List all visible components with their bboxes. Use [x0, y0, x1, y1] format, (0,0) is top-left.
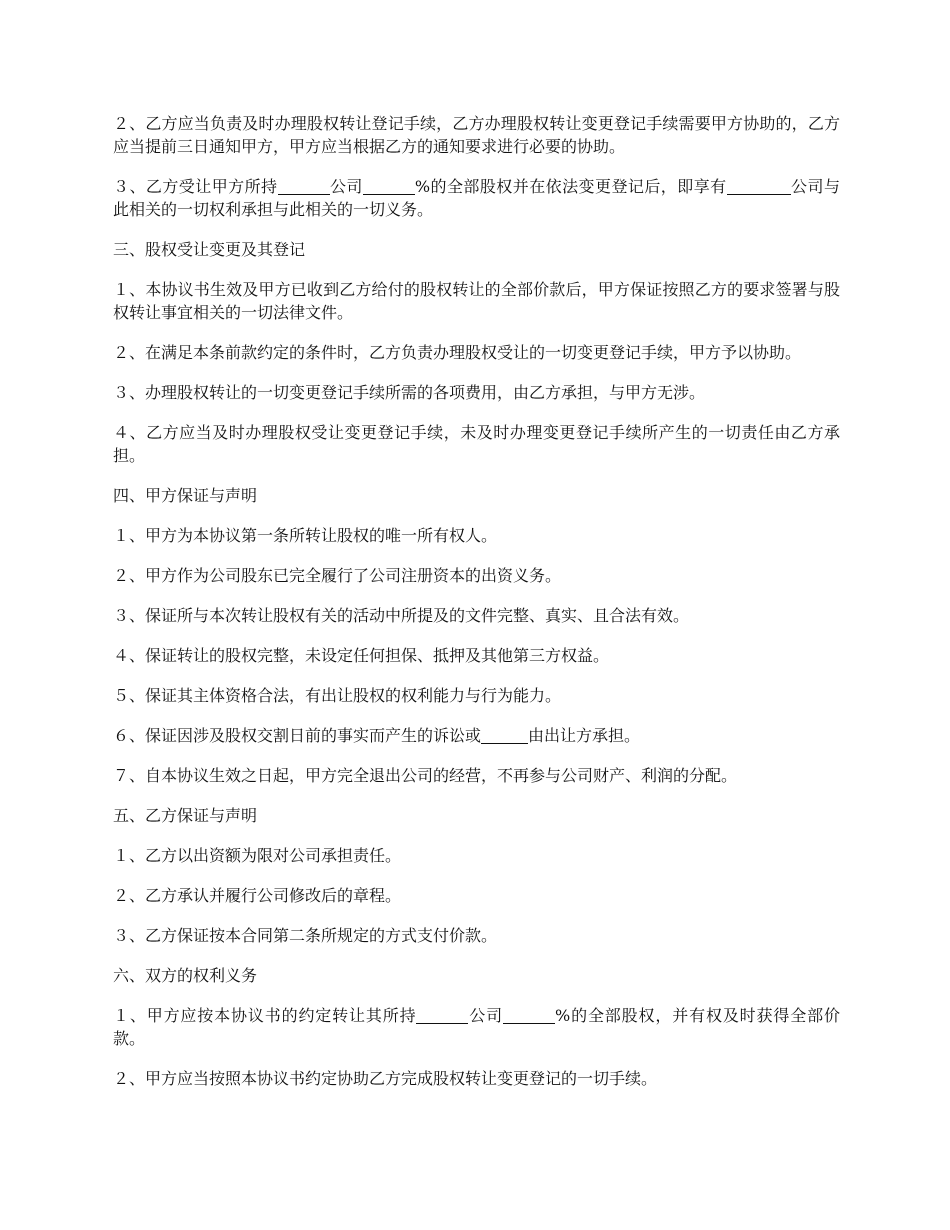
blank-field[interactable]: [753, 176, 791, 195]
section-heading-4: 四、甲方保证与声明: [113, 486, 258, 505]
clause-3-4: ４、乙方应当及时办理股权受让变更登记手续，未及时办理变更登记手续所产生的一切责任由乙方承担。: [113, 423, 840, 465]
blank-field[interactable]: [481, 725, 528, 744]
blank-field[interactable]: [727, 176, 753, 195]
blank-field[interactable]: [363, 176, 415, 195]
blank-field[interactable]: [503, 1005, 555, 1024]
clause-4-6: ６、保证因涉及股权交割日前的事实而产生的诉讼或 由出让方承担。: [113, 726, 641, 745]
blank-field[interactable]: [416, 1005, 468, 1024]
clause-4-1: １、甲方为本协议第一条所转让股权的唯一所有权人。: [113, 526, 498, 545]
clause-5-3: ３、乙方保证按本合同第二条所规定的方式支付价款。: [113, 926, 498, 945]
section-heading-3: 三、股权受让变更及其登记: [113, 240, 306, 259]
clause-2-3: ３、乙方受让甲方所持 公司 %的全部股权并在依法变更登记后，即享有 公司与此相关的一切权利承担与此相关的一切义务。: [113, 177, 840, 219]
clause-4-4: ４、保证转让的股权完整，未设定任何担保、抵押及其他第三方权益。: [113, 646, 610, 665]
blank-field[interactable]: [278, 176, 330, 195]
clause-3-3: ３、办理股权转让的一切变更登记手续所需的各项费用，由乙方承担，与甲方无涉。: [113, 383, 706, 402]
clause-2-2: ２、乙方应当负责及时办理股权转让登记手续，乙方办理股权转让变更登记手续需要甲方协助的，乙方应当提前三日通知甲方，甲方应当根据乙方的通知要求进行必要的协助。: [113, 114, 840, 156]
clause-4-7: ７、自本协议生效之日起，甲方完全退出公司的经营，不再参与公司财产、利润的分配。: [113, 766, 738, 785]
clause-3-2: ２、在满足本条前款约定的条件时，乙方负责办理股权受让的一切变更登记手续，甲方予以协助。: [113, 343, 802, 362]
clause-4-5: ５、保证其主体资格合法，有出让股权的权利能力与行为能力。: [113, 686, 562, 705]
section-heading-5: 五、乙方保证与声明: [113, 806, 258, 825]
section-heading-6: 六、双方的权利义务: [113, 966, 258, 985]
clause-5-2: ２、乙方承认并履行公司修改后的章程。: [113, 886, 402, 905]
clause-4-3: ３、保证所与本次转让股权有关的活动中所提及的文件完整、真实、且合法有效。: [113, 606, 690, 625]
document-body: [113, 112, 840, 1107]
clause-6-1: １、甲方应按本协议书的约定转让其所持 公司 %的全部股权，并有权及时获得全部价款。: [113, 1006, 840, 1048]
clause-6-2: ２、甲方应当按照本协议书约定协助乙方完成股权转让变更登记的一切手续。: [113, 1069, 658, 1088]
clause-4-2: ２、甲方作为公司股东已完全履行了公司注册资本的出资义务。: [113, 566, 562, 585]
clause-5-1: １、乙方以出资额为限对公司承担责任。: [113, 846, 402, 865]
clause-3-1: １、本协议书生效及甲方已收到乙方给付的股权转让的全部价款后，甲方保证按照乙方的要求签署与股权转让事宜相关的一切法律文件。: [113, 280, 840, 322]
